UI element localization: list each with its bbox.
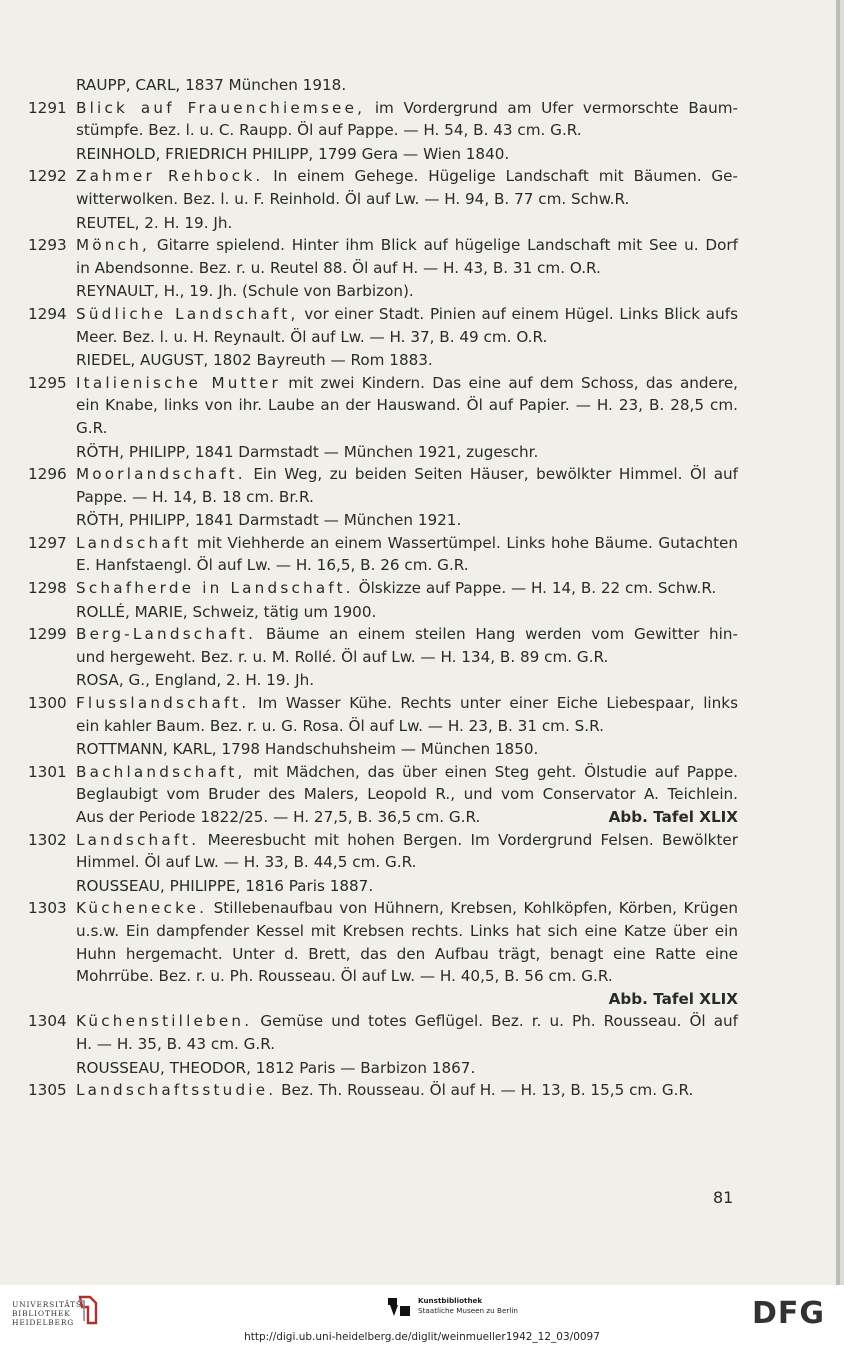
illustration-reference: Abb. Tafel XLIX <box>608 808 738 826</box>
catalogue-entry <box>28 897 738 920</box>
artwork-title: Landschaftsstudie. <box>76 1081 277 1100</box>
artwork-title: Berg-Landschaft. <box>76 625 257 644</box>
catalogue-entry <box>28 1010 738 1033</box>
catalogue-entry-line <box>28 965 738 988</box>
catalogue-text <box>28 73 738 1102</box>
catalogue-entry <box>28 761 738 784</box>
lot-number: 1303 <box>28 899 67 918</box>
catalogue-entry <box>28 165 738 188</box>
artist-heading: ROLLÉ, MARIE, Schweiz, tätig um 1900. <box>76 602 377 621</box>
entry-text: Im Wasser Kühe. Rechts unter einer Eiche Liebespaar, links <box>249 694 738 713</box>
lot-number: 1293 <box>28 236 67 255</box>
catalogue-entry-line <box>28 851 738 874</box>
entry-text: Meeresbucht mit hohen Bergen. Im Vordergrund Felsen. Bewölkter <box>199 830 738 849</box>
catalogue-entry-line <box>28 554 738 577</box>
artwork-title: Landschaft <box>76 533 192 552</box>
entry-text: Meer. Bez. l. u. H. Reynault. Öl auf Lw. — H. 37, B. 49 cm. O.R. <box>76 327 548 346</box>
catalogue-entry-line <box>28 806 738 829</box>
entry-text: H. — H. 35, B. 43 cm. G.R. <box>76 1034 276 1053</box>
kunstbibliothek-logo-icon <box>386 1296 412 1318</box>
entry-text: Ölskizze auf Pappe. — H. 14, B. 22 cm. Schw.R. <box>353 579 717 598</box>
artist-heading: REYNAULT, H., 19. Jh. (Schule von Barbizon). <box>76 282 414 301</box>
entry-text: Ein Weg, zu beiden Seiten Häuser, bewölkter Himmel. Öl auf <box>245 465 738 484</box>
uni-logo-line: HEIDELBERG <box>12 1318 75 1327</box>
lot-number: 1299 <box>28 625 67 644</box>
lot-number: 1297 <box>28 533 67 552</box>
catalogue-entry <box>28 303 738 326</box>
artist-heading: RÖTH, PHILIPP, 1841 Darmstadt — München 1921. <box>76 511 462 530</box>
catalogue-entry-line <box>28 988 738 1011</box>
catalogue-entry-line <box>28 783 738 806</box>
kb-title: Kunstbibliothek <box>418 1296 483 1305</box>
lot-number: 1304 <box>28 1012 67 1031</box>
catalogue-entry <box>28 234 738 257</box>
entry-text: G.R. <box>76 418 108 437</box>
entry-text: Mohrrübe. Bez. r. u. Ph. Rousseau. Öl auf Lw. — H. 40,5, B. 56 cm. G.R. <box>76 967 613 986</box>
entry-text: Aus der Periode 1822/25. — H. 27,5, B. 36,5 cm. G.R. <box>76 808 481 826</box>
entry-text: Himmel. Öl auf Lw. — H. 33, B. 44,5 cm. G.R. <box>76 853 417 872</box>
catalogue-entry-line <box>28 920 738 943</box>
entry-text: Stillebenaufbau von Hühnern, Krebsen, Kohlköpfen, Körben, Krügen <box>207 899 738 918</box>
entry-text: mit zwei Kindern. Das eine auf dem Schoss, das andere, <box>280 373 738 392</box>
catalogue-entry-line <box>28 1033 738 1056</box>
entry-text: Pappe. — H. 14, B. 18 cm. Br.R. <box>76 487 314 506</box>
artist-heading: RAUPP, CARL, 1837 München 1918. <box>76 76 347 94</box>
catalogue-entry <box>28 623 738 646</box>
university-emblem-icon <box>76 1295 100 1325</box>
lot-number: 1294 <box>28 304 67 323</box>
entry-text: ein kahler Baum. Bez. r. u. G. Rosa. Öl auf Lw. — H. 23, B. 31 cm. S.R. <box>76 716 604 735</box>
source-url-link[interactable]: http://digi.ub.uni-heidelberg.de/diglit/weinmueller1942_12_03/0097 <box>244 1331 600 1343</box>
entry-text: in Abendsonne. Bez. r. u. Reutel 88. Öl auf H. — H. 43, B. 31 cm. O.R. <box>76 258 601 277</box>
lot-number: 1292 <box>28 167 67 186</box>
lot-number: 1301 <box>28 762 67 781</box>
page-edge <box>836 0 840 1285</box>
artwork-title: Zahmer Rehbock. <box>76 167 264 186</box>
lot-number: 1291 <box>28 98 67 117</box>
catalogue-entry-line <box>28 943 738 966</box>
entry-text: mit Mädchen, das über einen Steg geht. Ölstudie auf Pappe. <box>245 762 738 781</box>
entry-text: witterwolken. Bez. l. u. F. Reinhold. Öl auf Lw. — H. 94, B. 77 cm. Schw.R. <box>76 189 630 208</box>
entry-text: In einem Gehege. Hügelige Landschaft mit Bäumen. Ge- <box>263 167 739 186</box>
entry-text: vor einer Stadt. Pinien auf einem Hügel. Links Blick aufs <box>298 304 739 323</box>
catalogue-entry-line <box>28 417 738 440</box>
entry-text: u.s.w. Ein dampfender Kessel mit Krebsen rechts. Links hat sich eine Katze über ein <box>76 921 738 940</box>
catalogue-entry-line <box>28 486 738 509</box>
artist-heading: RIEDEL, AUGUST, 1802 Bayreuth — Rom 1883. <box>76 351 433 370</box>
artist-heading: RÖTH, PHILIPP, 1841 Darmstadt — München 1921, zugeschr. <box>76 442 539 461</box>
lot-number: 1298 <box>28 579 67 598</box>
artwork-title: Flusslandschaft. <box>76 694 250 713</box>
catalogue-entry-line <box>28 394 738 417</box>
kunstbibliothek-label[interactable] <box>418 1296 518 1316</box>
entry-text: Huhn hergemacht. Unter d. Brett, das den Aufbau trägt, benagt eine Ratte eine <box>76 944 738 963</box>
catalogue-entry <box>28 372 738 395</box>
artwork-title: Mönch, <box>76 236 151 255</box>
catalogue-entry <box>28 577 738 600</box>
artist-heading: ROUSSEAU, PHILIPPE, 1816 Paris 1887. <box>76 876 374 895</box>
entry-text: Beglaubigt vom Bruder des Malers, Leopold R., und vom Conservator A. Teichlein. <box>76 785 738 804</box>
dfg-logo[interactable]: DFG <box>752 1296 826 1331</box>
entry-text: Gemüse und totes Geflügel. Bez. r. u. Ph. Rousseau. Öl auf <box>252 1012 738 1031</box>
entry-text: Gitarre spielend. Hinter ihm Blick auf hügelige Landschaft mit See u. Dorf <box>150 236 738 255</box>
artwork-title: Landschaft. <box>76 830 200 849</box>
artist-heading: REUTEL, 2. H. 19. Jh. <box>76 213 233 232</box>
lot-number: 1302 <box>28 830 67 849</box>
catalogue-entry-line <box>28 646 738 669</box>
artwork-title: Italienische Mutter <box>76 373 281 392</box>
lot-number: 1300 <box>28 694 67 713</box>
catalogue-entry <box>28 1079 738 1102</box>
uni-logo-line: BIBLIOTHEK <box>12 1309 71 1318</box>
artist-heading: ROSA, G., England, 2. H. 19. Jh. <box>76 671 315 690</box>
lot-number: 1295 <box>28 373 67 392</box>
catalogue-entry-line <box>28 119 738 142</box>
entry-text: Bez. Th. Rousseau. Öl auf H. — H. 13, B. 15,5 cm. G.R. <box>276 1081 694 1100</box>
entry-text: ein Knabe, links von ihr. Laube an der Hauswand. Öl auf Papier. — H. 23, B. 28,5 cm. <box>76 396 738 415</box>
entry-text: Bäume an einem steilen Hang werden vom Gewitter hin- <box>256 625 738 644</box>
catalogue-entry <box>28 532 738 555</box>
entry-text: und hergeweht. Bez. r. u. M. Rollé. Öl auf Lw. — H. 134, B. 89 cm. G.R. <box>76 647 609 666</box>
artist-heading: REINHOLD, FRIEDRICH PHILIPP, 1799 Gera — Wien 1840. <box>76 144 510 163</box>
entry-text: stümpfe. Bez. l. u. C. Raupp. Öl auf Pappe. — H. 54, B. 43 cm. G.R. <box>76 121 582 140</box>
artwork-title: Küchenstilleben. <box>76 1012 253 1031</box>
artwork-title: Bachlandschaft, <box>76 762 246 781</box>
catalogue-entry-line <box>28 326 738 349</box>
lot-number: 1305 <box>28 1081 67 1100</box>
catalogue-entry-line <box>28 257 738 280</box>
lot-number: 1296 <box>28 465 67 484</box>
university-library-logo[interactable] <box>12 1300 85 1327</box>
page-number: 81 <box>713 1188 734 1207</box>
entry-text: im Vordergrund am Ufer vermorschte Baum- <box>365 98 738 117</box>
artwork-title: Blick auf Frauenchiemsee, <box>76 98 366 117</box>
catalogue-entry-line <box>28 715 738 738</box>
catalogue-entry-line <box>28 188 738 211</box>
catalogue-entry <box>28 829 738 852</box>
catalogue-entry <box>28 97 738 120</box>
entry-text: mit Viehherde an einem Wassertümpel. Links hohe Bäume. Gutachten <box>191 533 738 552</box>
uni-logo-line: UNIVERSITÄTS- <box>12 1300 86 1309</box>
catalogue-entry <box>28 692 738 715</box>
illustration-reference: Abb. Tafel XLIX <box>608 989 738 1008</box>
entry-text: E. Hanfstaengl. Öl auf Lw. — H. 16,5, B. 26 cm. G.R. <box>76 556 469 575</box>
artwork-title: Schafherde in Landschaft. <box>76 579 354 598</box>
kb-subtitle: Staatliche Museen zu Berlin <box>418 1306 518 1315</box>
catalogue-entry <box>28 463 738 486</box>
artist-heading: ROUSSEAU, THEODOR, 1812 Paris — Barbizon 1867. <box>76 1058 476 1077</box>
artwork-title: Südliche Landschaft, <box>76 304 299 323</box>
artwork-title: Moorlandschaft. <box>76 465 246 484</box>
artist-heading: ROTTMANN, KARL, 1798 Handschuhsheim — München 1850. <box>76 740 539 759</box>
artwork-title: Küchenecke. <box>76 899 208 918</box>
